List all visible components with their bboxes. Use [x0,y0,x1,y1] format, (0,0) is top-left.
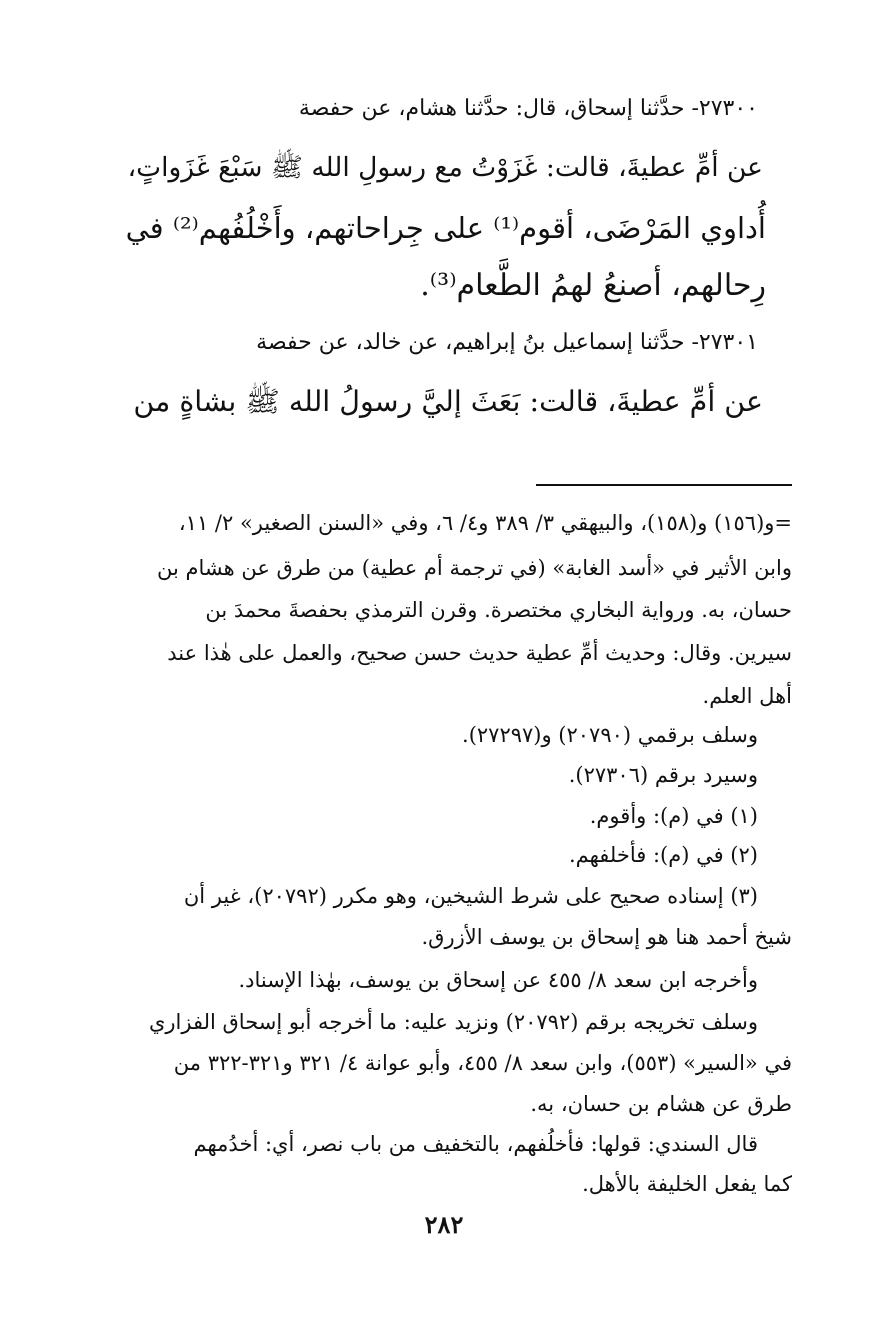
footnote-1: (١) في (م): وأقوم. [589,804,758,828]
footnote-line: في «السير» (٥٥٣)، وابن سعد ٨/ ٤٥٥، وأبو عوانة ٤/ ٣٢١ و٣٢١-٣٢٢ من [173,1051,792,1075]
footnote-line: طرق عن هشام بن حسان، به. [530,1092,792,1116]
footnote-line: وأخرجه ابن سعد ٨/ ٤٥٥ عن إسحاق بن يوسف، بهٰذا الإسناد. [238,968,758,992]
page-number: ٢٨٢ [424,1210,464,1239]
footnote-line: وسيرد برقم (٢٧٣٠٦). [568,763,758,787]
footnote-2: (٢) في (م): فأخلفهم. [568,843,758,867]
footnote-line: أهل العلم. [702,684,792,708]
hadith-text-line: رِحالهم، أصنعُ لهمُ الطَّعام⁽³⁾. [420,268,766,303]
footnote-line: =و(١٥٦) و(١٥٨)، والبيهقي ٣/ ٣٨٩ و٤/ ٦، وفي «السنن الصغير» ٢/ ١١، [178,511,792,535]
hadith-text-line: أُداوي المَرْضَى، أقوم⁽¹⁾ على جِراحاتهم، وأَخْلُفُهم⁽²⁾ في [125,211,766,245]
hadith-text-line: عن أمِّ عطيةَ، قالت: غَزَوْتُ مع رسولِ الله ﷺ سَبْعَ غَزَواتٍ، [127,152,763,183]
footnote-line: حسان، به. ورواية البخاري مختصرة. وقرن الترمذي بحفصةَ محمدَ بن [205,598,792,622]
footnote-separator [536,484,792,486]
hadith-text-line: عن أمِّ عطيةَ، قالت: بَعَثَ إليَّ رسولُ الله ﷺ بشاةٍ من [133,385,763,418]
footnote-line: سيرين. وقال: وحديث أمِّ عطية حديث حسن صحيح، والعمل على هٰذا عند [167,641,792,665]
footnote-line: قال السندي: قولها: فأخلُفهم، بالتخفيف من باب نصر، أي: أخدُمهم [193,1132,758,1156]
hadith-chain-27301: ٢٧٣٠١- حدَّثنا إسماعيل بنُ إبراهيم، عن خالد، عن حفصة [256,330,758,355]
footnote-line: كما يفعل الخليفة بالأهل. [582,1172,792,1196]
footnote-line: وسلف تخريجه برقم (٢٠٧٩٢) ونزيد عليه: ما أخرجه أبو إسحاق الفزاري [148,1010,758,1034]
footnote-line: وابن الأثير في «أسد الغابة» (في ترجمة أم عطية) من طرق عن هشام بن [156,556,792,580]
hadith-chain-27300: ٢٧٣٠٠- حدَّثنا إسحاق، قال: حدَّثنا هشام، عن حفصة [298,96,758,121]
footnote-3: (٣) إسناده صحيح على شرط الشيخين، وهو مكرر (٢٠٧٩٢)، غير أن [183,884,758,908]
footnote-line: وسلف برقمي (٢٠٧٩٠) و(٢٧٢٩٧). [462,723,758,747]
footnote-line: شيخ أحمد هنا هو إسحاق بن يوسف الأزرق. [421,925,792,949]
